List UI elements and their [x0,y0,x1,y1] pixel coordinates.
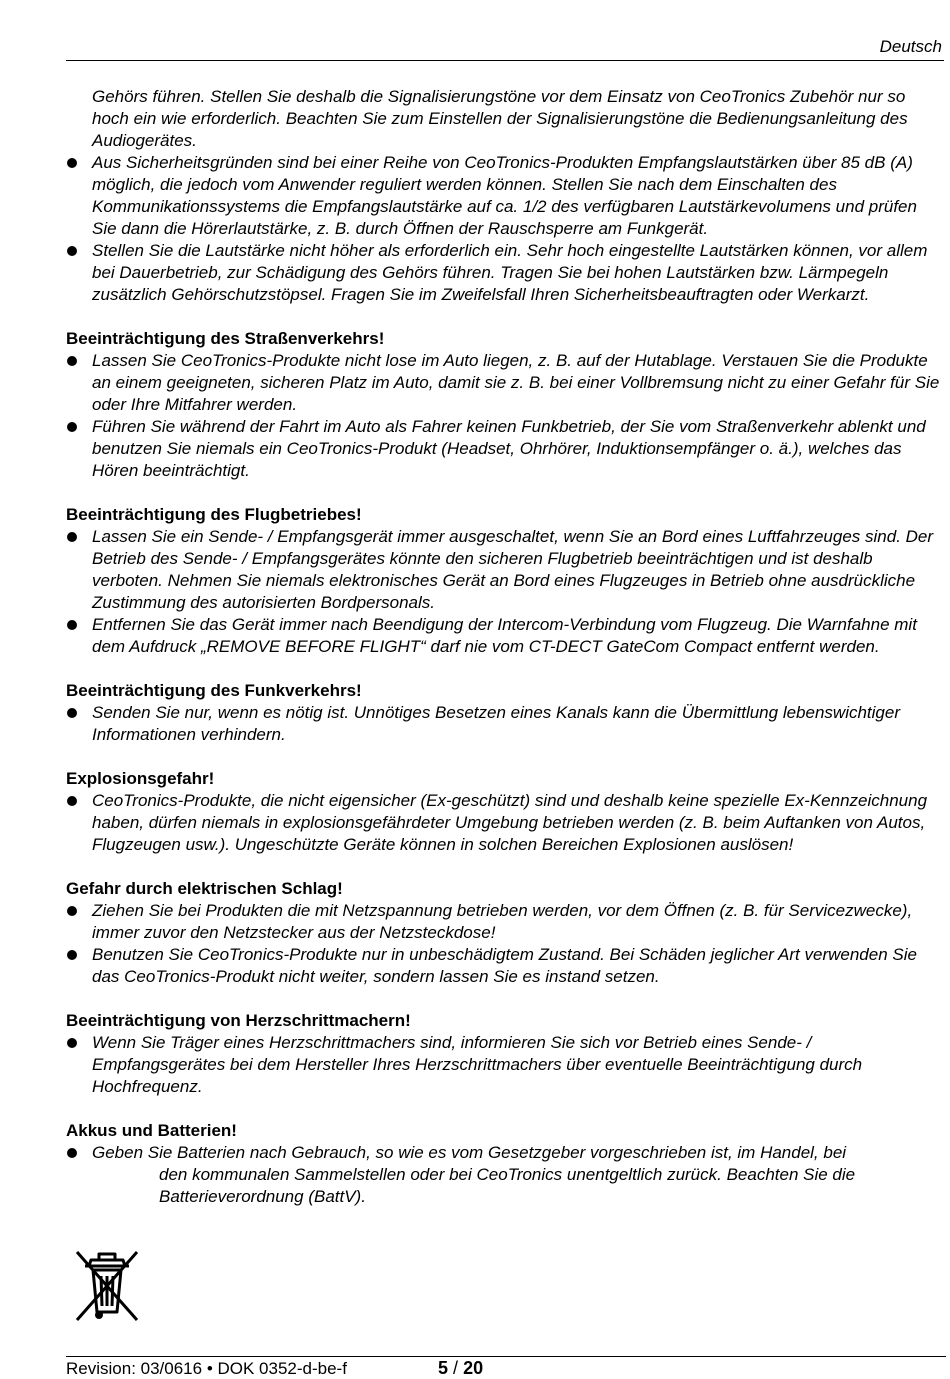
crossed-out-wheelie-bin-icon [71,1248,143,1324]
section-heading-electric: Gefahr durch elektrischen Schlag! [66,879,343,898]
bullet-icon [67,356,77,366]
revision-label: Revision: 03/0616 • DOK 0352-d-be-f [66,1359,347,1378]
list-item: Entfernen Sie das Gerät immer nach Beendigung der Intercom-Verbindung vom Flugzeug. Die Warnfahne mit dem Aufdruck „REMOVE BEFORE FLIGHT“ darf nie vom CT-DECT GateCom Compact entfernt werden. [66,614,946,658]
bullet-icon [67,796,77,806]
section-heading-pacemaker: Beeinträchtigung von Herzschrittmachern! [66,1011,411,1030]
list-item: Ziehen Sie bei Produkten die mit Netzspannung betrieben werden, vor dem Öffnen (z. B. für Servicezwecke), immer zuvor den Netzstecker aus der Netzsteckdose! [66,900,946,944]
list-item: Aus Sicherheitsgründen sind bei einer Reihe von CeoTronics-Produkten Empfangslautstärken über 85 dB (A) möglich, die jedoch vom Anwender reguliert werden können. Stellen Sie nach dem Einschalten des Kommunikationssystems die Empfangslautstärke auf ca. 1/2 des verfügbaren Lautstärkevolumens und prüfen Sie dann die Hörerlautstärke, z. B. durch Öffnen der Rauschsperre am Funkgerät. [66,152,946,240]
page-number: 5 / 20 [438,1358,484,1378]
bullet-icon [67,532,77,542]
page-header [66,36,944,61]
bullet-icon [67,906,77,916]
page-content [66,86,946,1208]
list-item: Lassen Sie CeoTronics-Produkte nicht lose im Auto liegen, z. B. auf der Hutablage. Verstauen Sie die Produkte an einem geeigneten, sicheren Platz im Auto, damit sie z. B. bei einer Vollbremsung nicht zu einer Gefahr für Sie oder Ihre Mitfahrer werden. [66,350,946,416]
section-heading-batteries: Akkus und Batterien! [66,1121,237,1140]
bullet-icon [67,620,77,630]
bullet-icon [67,708,77,718]
header-language: Deutsch [879,37,942,56]
section-heading-radio: Beeinträchtigung des Funkverkehrs! [66,681,362,700]
page-footer [66,1356,946,1379]
list-item: Stellen Sie die Lautstärke nicht höher als erforderlich ein. Sehr hoch eingestellte Lautstärken können, vor allem bei Dauerbetrieb, zur Schädigung des Gehörs führen. Tragen Sie bei hohen Lautstärken bzw. Lärmpegeln zusätzlich Gehörschutzstöpsel. Fragen Sie im Zweifelsfall Ihren Sicherheitsbeauftragten oder Werkarzt. [66,240,946,306]
list-item: Führen Sie während der Fahrt im Auto als Fahrer keinen Funkbetrieb, der Sie vom Straßenverkehr ablenkt und benutzen Sie niemals ein CeoTronics-Produkt (Headset, Ohrhörer, Induktionsempfänger o. ä.), welches das Hören beeinträchtigt. [66,416,946,482]
list-item: Wenn Sie Träger eines Herzschrittmachers sind, informieren Sie sich vor Betrieb eines Sende- / Empfangsgerätes bei dem Hersteller Ihres Herzschrittmachers über eventuelle Beeinträchtigung durch Hochfrequenz. [66,1032,946,1098]
section-heading-explosion: Explosionsgefahr! [66,769,215,788]
list-item: Lassen Sie ein Sende- / Empfangsgerät immer ausgeschaltet, wenn Sie an Bord eines Luftfahrzeuges sind. Der Betrieb des Sende- / Empfangsgerätes könnte den sicheren Flugbetrieb beeinträchtigen und ist deshalb verboten. Nehmen Sie niemals elektronisches Gerät an Bord eines Flugzeuges in Betrieb ohne ausdrückliche Zustimmung des autorisierten Bordpersonals. [66,526,946,614]
section-heading-traffic: Beeinträchtigung des Straßenverkehrs! [66,329,385,348]
list-item: CeoTronics-Produkte, die nicht eigensicher (Ex-geschützt) sind und deshalb keine spezielle Ex-Kennzeichnung haben, dürfen niemals in explosionsgefährdeter Umgebung betrieben werden (z. B. beim Auftanken von Autos, Flugzeugen usw.). Ungeschützte Geräte können in solchen Bereichen Explosionen auslösen! [66,790,946,856]
section-heading-flight: Beeinträchtigung des Flugbetriebes! [66,505,362,524]
list-item: Senden Sie nur, wenn es nötig ist. Unnötiges Besetzen eines Kanals kann die Übermittlung lebenswichtiger Informationen verhindern. [66,702,946,746]
bullet-icon [67,1148,77,1158]
bullet-icon [67,1038,77,1048]
list-item: Geben Sie Batterien nach Gebrauch, so wie es vom Gesetzgeber vorgeschrieben ist, im Handel, bei den kommunalen Sammelstellen oder bei CeoTronics unentgeltlich zurück. Beachten Sie die Batterieverordnung (BattV). [66,1142,946,1208]
bullet-icon [67,422,77,432]
list-item: Benutzen Sie CeoTronics-Produkte nur in unbeschädigtem Zustand. Bei Schäden jeglicher Art verwenden Sie das CeoTronics-Produkt nicht weiter, sondern lassen Sie es instand setzen. [66,944,946,988]
bullet-icon [67,950,77,960]
intro-continuation: Gehörs führen. Stellen Sie deshalb die Signalisierungstöne vor dem Einsatz von CeoTronics Zubehör nur so hoch ein wie erforderlich. Beachten Sie zum Einstellen der Signalisierungstöne die Bedienungsanleitung des Audiogerätes. [92,87,908,150]
bullet-icon [67,158,77,168]
bullet-icon [67,246,77,256]
